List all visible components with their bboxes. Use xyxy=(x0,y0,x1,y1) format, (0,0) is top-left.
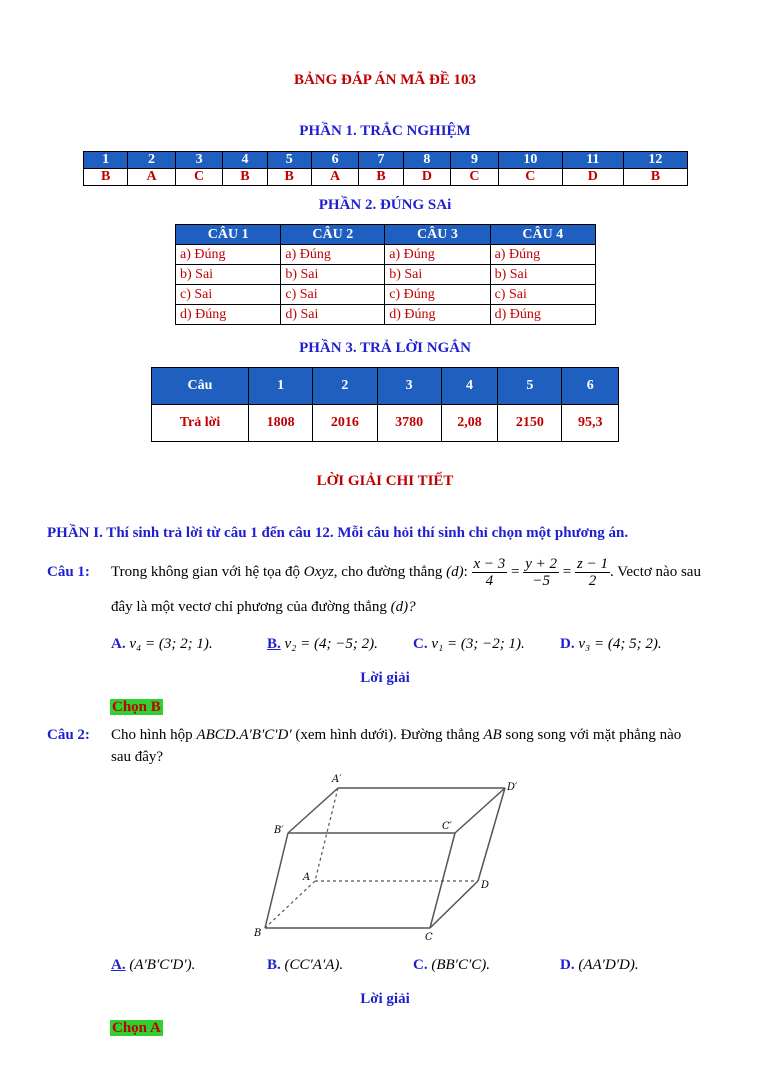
option-label: C. xyxy=(413,636,428,652)
math: (CC′A′A). xyxy=(284,957,344,973)
edge-a1b1 xyxy=(288,788,338,833)
edge-d1d xyxy=(478,788,505,881)
table-cell: c) Đúng xyxy=(385,285,490,305)
table-cell: D xyxy=(403,169,451,186)
table-cell: D xyxy=(562,169,623,186)
table-cell: 2,08 xyxy=(441,405,497,442)
table-cell: a) Đúng xyxy=(281,245,385,265)
text: đây là một vectơ chỉ phương của đường thẳng xyxy=(111,599,387,615)
table-row xyxy=(176,265,596,285)
table-cell: Trả lời xyxy=(152,405,249,442)
table-header-cell: 2 xyxy=(313,368,377,405)
edge-b1b xyxy=(265,833,288,928)
answer-choice: Chọn B xyxy=(112,699,161,715)
table-cell: 2016 xyxy=(313,405,377,442)
table-cell: 3 xyxy=(175,152,223,169)
solution-heading: Lời giải xyxy=(360,670,410,686)
table-header-cell: 6 xyxy=(562,368,619,405)
table-cell: C xyxy=(175,169,223,186)
table-cell: d) Đúng xyxy=(385,305,490,325)
table-cell: a) Đúng xyxy=(490,245,595,265)
table-cell: d) Đúng xyxy=(490,305,595,325)
option-label: D. xyxy=(560,957,575,973)
answer-choice: Chọn A xyxy=(112,1020,161,1036)
option-label: D. xyxy=(560,636,575,652)
table-cell: 2150 xyxy=(498,405,562,442)
table-cell: d) Sai xyxy=(281,305,385,325)
part2-heading: PHẦN 2. ĐÚNG SAi xyxy=(318,197,452,213)
solutions-title: LỜI GIẢI CHI TIẾT xyxy=(316,473,454,489)
vertex-label: A′ xyxy=(332,774,342,785)
math: (BB′C′C). xyxy=(431,957,490,973)
question-label: Câu 2: xyxy=(47,727,90,743)
option-c xyxy=(413,957,490,974)
option-c xyxy=(413,636,525,653)
part1-answer-table xyxy=(83,151,688,186)
edge-cd xyxy=(430,881,478,928)
vertex-label: B xyxy=(254,928,262,939)
table-cell: 7 xyxy=(359,152,403,169)
table-cell: B xyxy=(359,169,403,186)
table-cell: a) Đúng xyxy=(176,245,281,265)
text: Trong không gian với hệ tọa độ xyxy=(111,564,301,580)
fraction: $\frac{z - 1}{2}$ xyxy=(577,556,608,590)
math: v₄ = (3; 2; 1). xyxy=(129,636,213,652)
option-a xyxy=(111,636,213,653)
parallelepiped-figure xyxy=(250,770,520,945)
part3-heading: PHẦN 3. TRẢ LỜI NGẮN xyxy=(299,340,471,356)
table-cell: A xyxy=(311,169,359,186)
option-label: C. xyxy=(413,957,428,973)
vertex-label: C xyxy=(425,932,433,943)
table-cell: c) Sai xyxy=(176,285,281,305)
table-cell: B xyxy=(623,169,687,186)
vertex-label: D xyxy=(481,880,490,891)
option-a xyxy=(111,957,195,974)
math: v₃ = (4; 5; 2). xyxy=(578,636,662,652)
table-header-cell: Câu xyxy=(152,368,249,405)
table-cell: 11 xyxy=(562,152,623,169)
table-header-cell: 5 xyxy=(498,368,562,405)
text: , cho đường thẳng xyxy=(333,564,443,580)
answer-choice-badge xyxy=(110,698,163,716)
option-label: B. xyxy=(267,957,281,973)
math: Oxyz xyxy=(303,564,334,580)
table-header-cell: CÂU 3 xyxy=(385,225,490,245)
table-cell: 5 xyxy=(267,152,311,169)
edge-a1a xyxy=(315,788,338,881)
option-d xyxy=(560,957,639,974)
table-cell: 10 xyxy=(498,152,562,169)
table-row xyxy=(176,245,596,265)
part1-heading: PHẦN 1. TRẮC NGHIỆM xyxy=(299,123,471,139)
vertex-label: C′ xyxy=(442,821,452,832)
math: (d)? xyxy=(390,599,416,615)
table-cell: C xyxy=(451,169,499,186)
math: AB xyxy=(483,727,502,743)
table-cell: 6 xyxy=(311,152,359,169)
table-row xyxy=(176,225,596,245)
table-row xyxy=(84,152,688,169)
part2-answer-table xyxy=(175,224,596,325)
table-cell: 9 xyxy=(451,152,499,169)
table-cell: d) Đúng xyxy=(176,305,281,325)
table-row xyxy=(152,368,619,405)
option-b xyxy=(267,957,343,974)
option-d xyxy=(560,636,662,653)
table-cell: 2 xyxy=(128,152,176,169)
table-cell: B xyxy=(84,169,128,186)
math: (d) xyxy=(446,564,464,580)
math: v₁ = (3; −2; 1). xyxy=(431,636,525,652)
page-title: BẢNG ĐÁP ÁN MÃ ĐỀ 103 xyxy=(293,72,477,88)
table-cell: b) Sai xyxy=(490,265,595,285)
math: ABCD.A′B′C′D′ xyxy=(196,727,292,743)
table-cell: 1 xyxy=(84,152,128,169)
table-cell: b) Sai xyxy=(281,265,385,285)
table-header-cell: CÂU 2 xyxy=(281,225,385,245)
table-cell: b) Sai xyxy=(385,265,490,285)
table-header-cell: 1 xyxy=(249,368,313,405)
table-header-cell: CÂU 4 xyxy=(490,225,595,245)
table-header-cell: CÂU 1 xyxy=(176,225,281,245)
edge-ab xyxy=(265,881,315,928)
option-label: B. xyxy=(267,636,281,652)
solution-heading: Lời giải xyxy=(360,991,410,1007)
table-cell: 4 xyxy=(223,152,267,169)
option-label: A. xyxy=(111,957,126,973)
question-1-text: Trong không gian với hệ tọa độ Oxyz, cho đường thẳng (d): $\frac{x - 3}{4}$ = $\frac{y + 2}{-5}$ = $\frac{z - 1}{2}$ . Vectơ nào sau xyxy=(111,556,701,590)
question-1-text-line2 xyxy=(111,599,416,616)
text: . Vectơ nào sau xyxy=(609,564,701,580)
table-header-cell: 3 xyxy=(377,368,441,405)
table-cell: 95,3 xyxy=(562,405,619,442)
math: (AA′D′D). xyxy=(578,957,639,973)
edge-d1c1 xyxy=(455,788,505,833)
table-cell: 8 xyxy=(403,152,451,169)
table-row xyxy=(152,405,619,442)
text: (xem hình dưới). Đường thẳng xyxy=(295,727,480,743)
math: v₂ = (4; −5; 2). xyxy=(284,636,378,652)
fraction: $\frac{x - 3}{4}$ xyxy=(473,556,506,590)
table-row xyxy=(176,285,596,305)
table-row xyxy=(84,169,688,186)
option-b xyxy=(267,636,378,653)
table-cell: A xyxy=(128,169,176,186)
table-header-cell: 4 xyxy=(441,368,497,405)
answer-choice-badge xyxy=(110,1019,163,1037)
table-cell: c) Sai xyxy=(490,285,595,305)
text: song song với mặt phẳng nào xyxy=(505,727,682,743)
math: (A′B′C′D′). xyxy=(129,957,196,973)
part1-instructions: PHẦN I. Thí sinh trả lời từ câu 1 đến câu 12. Mỗi câu hỏi thí sinh chỉ chọn một phương án. xyxy=(47,525,629,541)
table-cell: 12 xyxy=(623,152,687,169)
table-cell: B xyxy=(223,169,267,186)
question-label: Câu 1: xyxy=(47,564,90,580)
table-cell: b) Sai xyxy=(176,265,281,285)
question-2-text xyxy=(111,727,681,744)
table-cell: 1808 xyxy=(249,405,313,442)
option-label: A. xyxy=(111,636,126,652)
part3-answer-table xyxy=(151,367,619,442)
table-cell: 3780 xyxy=(377,405,441,442)
vertex-label: A xyxy=(303,872,311,883)
table-cell: B xyxy=(267,169,311,186)
table-cell: c) Sai xyxy=(281,285,385,305)
table-cell: C xyxy=(498,169,562,186)
fraction: $\frac{y + 2}{-5}$ xyxy=(525,556,558,590)
text: Cho hình hộp xyxy=(111,727,193,743)
question-2-text-line2: sau đây? xyxy=(111,749,164,765)
table-cell: a) Đúng xyxy=(385,245,490,265)
vertex-label: D′ xyxy=(507,782,518,793)
vertex-label: B′ xyxy=(274,825,284,836)
table-row xyxy=(176,305,596,325)
